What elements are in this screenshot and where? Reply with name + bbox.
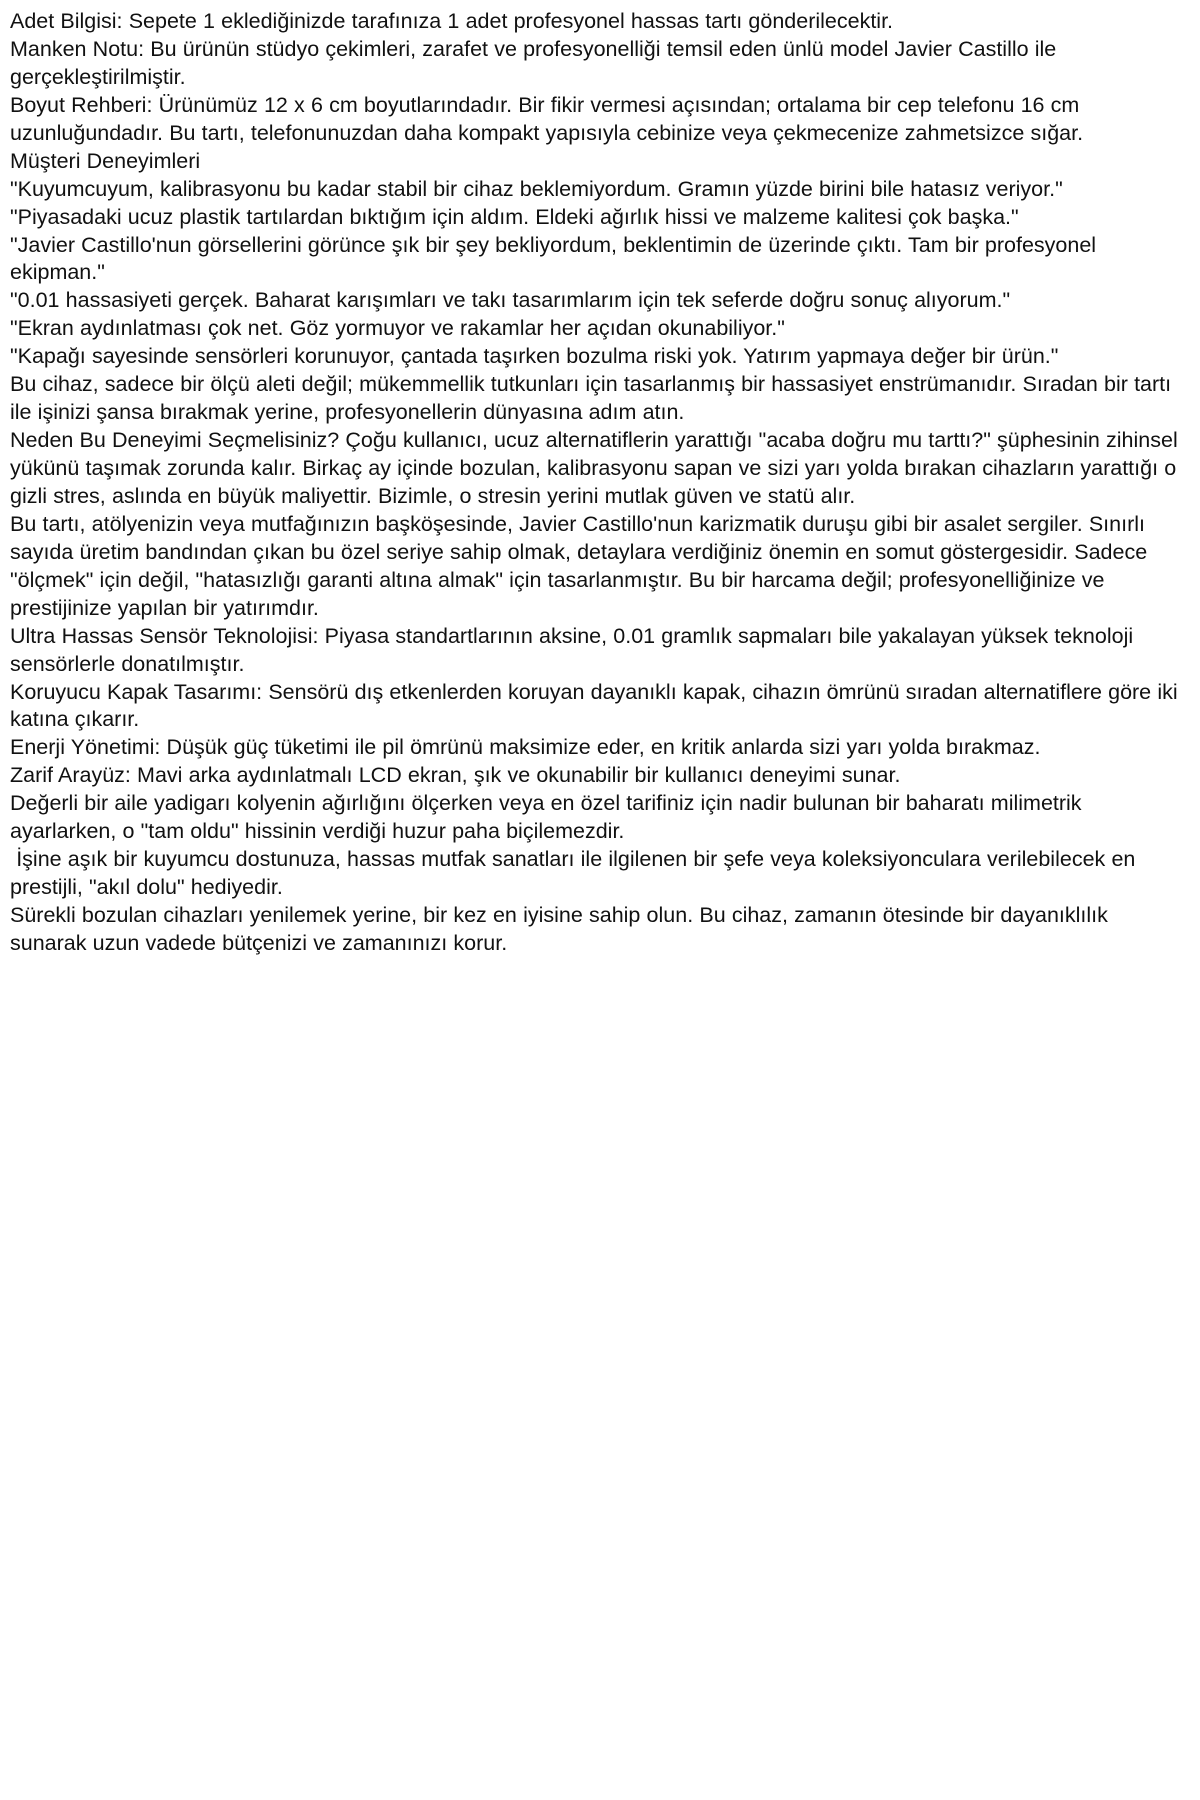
paragraph-manken-notu: Manken Notu: Bu ürünün stüdyo çekimleri, zarafet ve profesyonelliği temsil eden ünlü model Javier Castillo ile gerçekleştirilmiştir. bbox=[10, 36, 1063, 89]
paragraph-kapanis: Sürekli bozulan cihazları yenilemek yerine, bir kez en iyisine sahip olun. Bu cihaz, zamanın ötesinde bir dayanıklılık sunarak uzun vadede bütçenizi ve zamanınızı korur. bbox=[10, 903, 1115, 955]
paragraph-hediye: İşine aşık bir kuyumcu dostunuza, hassas mutfak sanatları ile ilgilenen bir şefe veya koleksiyonculara verilebilecek en prestijli, "akıl dolu" hediyedir. bbox=[10, 847, 1142, 900]
paragraph-tanitim-giris: Bu cihaz, sadece bir ölçü aleti değil; mükemmellik tutkunları için tasarlanmış bir hassasiyet enstrümanıdır. Sıradan bir tartı ile işinizi şansa bırakmak yerine, profesyonellerin dünyasına adım atın. bbox=[10, 372, 1178, 425]
review-item-1: "Kuyumcuyum, kalibrasyonu bu kadar stabil bir cihaz beklemiyordum. Gramın yüzde birini bile hatasız veriyor." bbox=[10, 176, 1063, 201]
review-item-2: "Piyasadaki ucuz plastik tartılardan bıktığım için aldım. Eldeki ağırlık hissi ve malzeme kalitesi çok başka." bbox=[10, 204, 1019, 229]
paragraph-neden-secmelisiniz: Neden Bu Deneyimi Seçmelisiniz? Çoğu kullanıcı, ucuz alternatiflerin yarattığı "acaba doğru mu tarttı?" şüphesinin zihinsel yükünü taşımak zorunda kalır. Birkaç ay içinde bozulan, kalibrasyonu sapan ve sizi yarı yolda bırakan cihazların yarattığı o gizli stres, aslında en büyük maliyettir. Bizimle, o stresin yerini mutlak güven ve statü alır. bbox=[10, 428, 1184, 508]
review-item-4: "0.01 hassasiyeti gerçek. Baharat karışımları ve takı tasarımlarım için tek seferde doğru sonuç alıyorum." bbox=[10, 288, 1011, 313]
review-item-6: "Kapağı sayesinde sensörleri korunuyor, çantada taşırken bozulma riski yok. Yatırım yapmaya değer bir ürün." bbox=[10, 344, 1059, 369]
feature-enerji-yonetimi: Enerji Yönetimi: Düşük güç tüketimi ile pil ömrünü maksimize eder, en kritik anlarda sizi yarı yolda bırakmaz. bbox=[10, 735, 1041, 760]
review-item-3: "Javier Castillo'nun görsellerini görünce şık bir şey bekliyordum, beklentimin de üzerinde çıktı. Tam bir profesyonel ekipman." bbox=[10, 232, 1103, 285]
paragraph-boyut-rehberi: Boyut Rehberi: Ürünümüz 12 x 6 cm boyutlarındadır. Bir fikir vermesi açısından; ortalama bir cep telefonu 16 cm uzunluğundadır. Bu tartı, telefonunuzdan daha kompakt yapısıyla cebinize veya çekmecenize zahmetsizce sığar. bbox=[10, 92, 1086, 145]
feature-sensor-teknolojisi: Ultra Hassas Sensör Teknolojisi: Piyasa standartlarının aksine, 0.01 gramlık sapmaları bile yakalayan yüksek teknoloji sensörlerle donatılmıştır. bbox=[10, 623, 1140, 676]
paragraph-adet-bilgisi: Adet Bilgisi: Sepete 1 eklediğinizde tarafınıza 1 adet profesyonel hassas tartı gönderilecektir. bbox=[10, 9, 894, 33]
paragraph-deger: Değerli bir aile yadigarı kolyenin ağırlığını ölçerken veya en özel tarifiniz için nadir bulunan bir baharatı milimetrik ayarlarken, o "tam oldu" hissinin verdiği huzur paha biçilemezdir. bbox=[10, 791, 1088, 844]
feature-zarif-arayuz: Zarif Arayüz: Mavi arka aydınlatmalı LCD ekran, şık ve okunabilir bir kullanıcı deneyimi sunar. bbox=[10, 763, 901, 788]
heading-musteri-deneyimleri: Müşteri Deneyimleri bbox=[10, 148, 201, 173]
feature-koruyucu-kapak: Koruyucu Kapak Tasarımı: Sensörü dış etkenlerden koruyan dayanıklı kapak, cihazın ömrünü sıradan alternatiflere göre iki katına çıkarır. bbox=[10, 679, 1184, 732]
document-body bbox=[10, 8, 1190, 958]
review-item-5: "Ekran aydınlatması çok net. Göz yormuyor ve rakamlar her açıdan okunabiliyor." bbox=[10, 316, 785, 341]
paragraph-asalet: Bu tartı, atölyenizin veya mutfağınızın başköşesinde, Javier Castillo'nun karizmatik duruşu gibi bir asalet sergiler. Sınırlı sayıda üretim bandından çıkan bu özel seriye sahip olmak, detaylara verdiğiniz önemin en somut göstergesidir. Sadece "ölçmek" için değil, "hatasızlığı garanti altına almak" için tasarlanmıştır. Bu bir harcama değil; profesyonelliğinize ve prestijinize yapılan bir yatırımdır. bbox=[10, 511, 1154, 620]
